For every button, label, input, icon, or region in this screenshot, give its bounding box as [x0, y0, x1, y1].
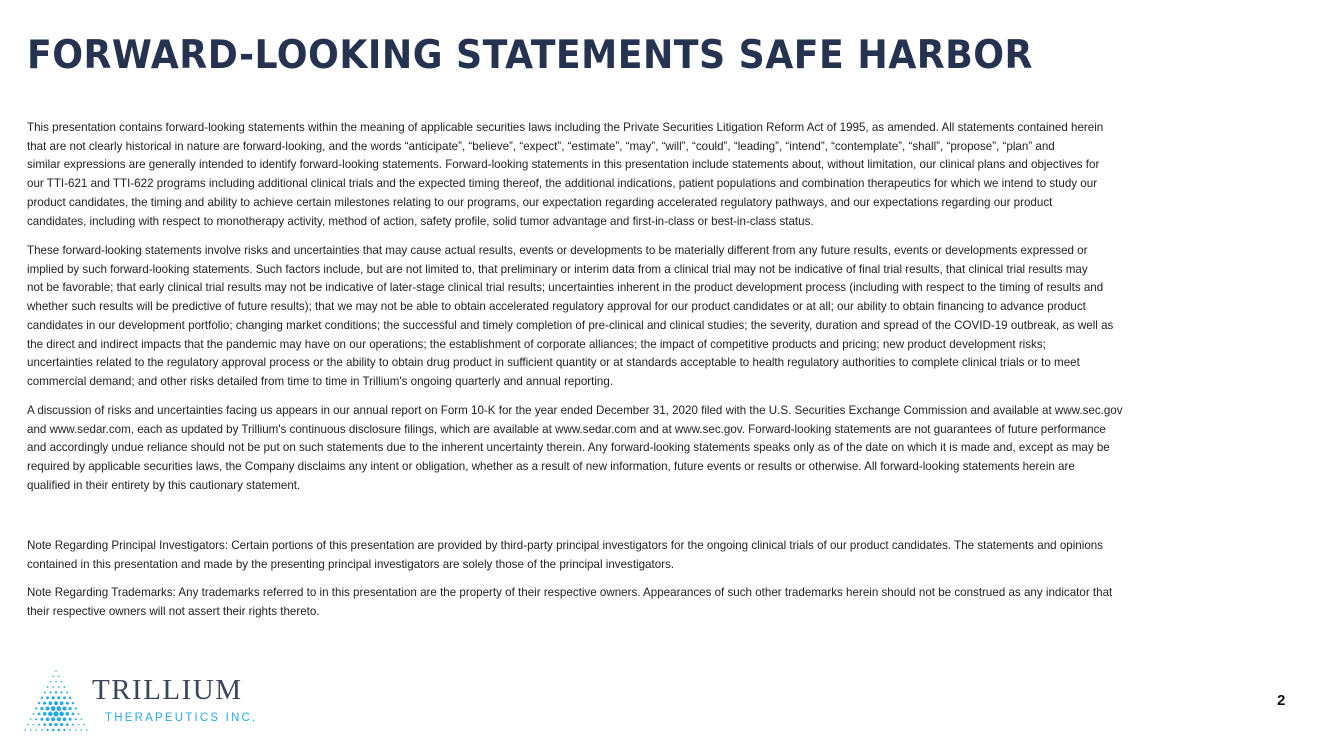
- logo-dot: [83, 724, 85, 726]
- logo-dot: [50, 681, 52, 683]
- trillium-logo: [22, 668, 262, 734]
- logo-dot: [66, 723, 69, 726]
- logo-dot: [52, 729, 55, 732]
- logo-dot: [57, 717, 61, 721]
- paragraph-discussion: [27, 402, 1123, 496]
- logo-dot: [78, 724, 80, 726]
- logo-dot: [78, 713, 80, 715]
- page-title: FORWARD-LOOKING STATEMENTS SAFE HARBOR: [27, 33, 1033, 78]
- logo-dot: [27, 724, 29, 726]
- text-line: their respective owners will not assert their rights thereto.: [27, 604, 320, 618]
- logo-dot: [75, 729, 77, 731]
- text-line: that are not clearly historical in nature are forward-looking, and the words “anticipate”, “believe”, “expect”, “estimate”, “may”, “will”, “could”, “leading”, “intend”, “contemplate”, “shall”, “propose”, “plan” and: [27, 139, 1055, 153]
- logo-dot: [81, 718, 83, 720]
- logo-dot: [35, 718, 37, 720]
- logo-dot: [46, 696, 49, 699]
- logo-dot: [43, 702, 46, 705]
- logo-dot: [52, 676, 54, 678]
- logo-dot: [43, 723, 46, 726]
- logo-dot: [48, 701, 52, 705]
- text-line: candidates, including with respect to monotherapy activity, method of action, safety profile, solid tumor advantage and first-in-class or best-in-class status.: [27, 214, 814, 228]
- logo-dot: [51, 706, 56, 711]
- text-line: Note Regarding Trademarks: Any trademarks referred to in this presentation are the property of their respective owners. Appearances of such other trademarks herein should not be construed as any indicator that: [27, 586, 1113, 599]
- logo-dot: [46, 729, 48, 731]
- logo-dot: [69, 729, 71, 731]
- logo-dot: [46, 707, 50, 711]
- logo-dot: [38, 713, 41, 716]
- text-line: and www.sedar.com, each as updated by Trillium's continuous disclosure filings, which are available at www.sedar.com and at www.sec.gov. Forward-looking statements are not guarantees of future performance: [27, 422, 1106, 436]
- logo-dot: [62, 707, 66, 711]
- text-line: These forward-looking statements involve risks and uncertainties that may cause actual results, events or developments to be materially different from any future results, events or developments expressed or: [27, 244, 1088, 257]
- logo-dot: [59, 712, 64, 717]
- paragraph-note-trademarks: [27, 584, 1112, 621]
- text-line: uncertainties related to the regulatory approval process or the ability to obtain drug product in sufficient quantity or at standards acceptable to health regulatory authorities to complete clinical trials or to meet: [27, 356, 1080, 370]
- text-line: qualified in their entirety by this cautionary statement.: [27, 478, 301, 492]
- logo-dot: [30, 718, 32, 720]
- text-line: candidates in our development portfolio; changing market conditions; the successful and timely completion of pre-clinical and clinical studies; the severity, duration and spread of the COVID-19 outbreak, as well as: [27, 318, 1114, 332]
- logo-dot: [47, 686, 49, 688]
- logo-dot: [41, 729, 43, 731]
- text-line: product candidates, the timing and ability to achieve certain milestones relating to our programs, our expectation regarding accelerated regulatory pathways, and our expectations regarding our product: [27, 195, 1053, 209]
- trillium-dots-icon: [22, 668, 90, 734]
- logo-dot: [55, 691, 57, 693]
- text-line: whether such results will be predictive of future results); that we may not be able to obtain accelerated regulatory approval for our product candidates or at all; our ability to obtain financing to advance product: [27, 300, 1086, 314]
- logo-dot: [72, 724, 74, 726]
- logo-dot: [60, 701, 64, 705]
- logo-dot: [35, 707, 37, 709]
- logo-dot: [35, 729, 37, 731]
- logo-dot: [40, 707, 43, 710]
- logo-dot: [63, 717, 67, 721]
- logo-dot: [66, 702, 69, 705]
- logo-dot: [57, 696, 60, 699]
- logo-dot: [63, 729, 65, 731]
- logo-dot: [52, 686, 54, 688]
- logo-subtitle: THERAPEUTICS INC.: [105, 712, 258, 724]
- logo-dot: [65, 712, 69, 716]
- logo-dot: [44, 692, 46, 694]
- logo-dot: [33, 724, 35, 726]
- logo-dot: [54, 701, 58, 705]
- logo-dot: [64, 686, 66, 688]
- logo-dot: [24, 729, 26, 731]
- text-line: similar expressions are generally intended to identify forward-looking statements. Forward-looking statements in this presentation include statements about, without limitation, our clinical plans and objectives for: [27, 158, 1100, 172]
- text-line: This presentation contains forward-looking statements within the meaning of applicable securities laws including the Private Securities Litigation Reform Act of 1995, as amended. All statements contained herein: [27, 121, 1104, 134]
- logo-dot: [75, 718, 77, 720]
- logo-dot: [72, 702, 74, 704]
- logo-dot: [75, 707, 77, 709]
- logo-dot: [48, 712, 53, 717]
- logo-dot: [61, 691, 63, 693]
- logo-dot: [56, 706, 61, 711]
- logo-dot: [54, 723, 57, 726]
- logo-dot: [58, 686, 60, 688]
- logo-dot: [81, 729, 83, 731]
- logo-dot: [69, 697, 71, 699]
- logo-dot: [51, 717, 55, 721]
- logo-dot: [69, 718, 72, 721]
- paragraph-risks: [27, 242, 1113, 392]
- text-line: not be favorable; that early clinical trial results may not be indicative of later-stage clinical trial results; uncertainties inherent in the product development process (including with respect to the timing of results and: [27, 281, 1104, 295]
- logo-dot: [66, 692, 68, 694]
- logo-dot: [52, 696, 55, 699]
- logo-dot: [72, 713, 75, 716]
- logo-dot: [38, 702, 40, 704]
- logo-dot: [41, 697, 43, 699]
- logo-dot: [61, 681, 63, 683]
- logo-dot: [49, 723, 52, 726]
- paragraph-forward-looking: [27, 119, 1103, 231]
- logo-dot: [33, 713, 35, 715]
- logo-name: TRILLIUM: [92, 674, 243, 706]
- text-line: commercial demand; and other risks detailed from time to time in Trillium's ongoing quarterly and annual reporting.: [27, 374, 614, 388]
- logo-dot: [43, 712, 47, 716]
- page-number: 2: [1277, 692, 1286, 709]
- logo-dot: [58, 729, 61, 732]
- logo-dot: [38, 724, 40, 726]
- logo-dot: [30, 729, 32, 731]
- text-line: and accordingly undue reliance should not be put on such statements due to the inherent uncertainty therein. Any forward-looking statements speaks only as of the date on which it is made and, except as may be: [27, 441, 1110, 455]
- logo-dot: [40, 718, 43, 721]
- logo-dot: [55, 670, 57, 672]
- logo-dot: [63, 696, 66, 699]
- logo-dot: [53, 711, 58, 716]
- logo-dot: [68, 707, 71, 710]
- text-line: contained in this presentation and made by the presenting principal investigators are solely those of the principal investigators.: [27, 557, 675, 571]
- logo-dot: [86, 729, 88, 731]
- text-line: A discussion of risks and uncertainties facing us appears in our annual report on Form 10-K for the year ended December 31, 2020 filed with the U.S. Securities Exchange Commission and available at www.sec.gov: [27, 404, 1123, 417]
- text-line: Note Regarding Principal Investigators: Certain portions of this presentation are provided by third-party principal investigators for the ongoing clinical trials of our product candidates. The statements and opinions: [27, 539, 1104, 552]
- text-line: our TTI-621 and TTI-622 programs including additional clinical trials and the expected timing thereof, the additional indications, patient populations and combination therapeutics for which we intend to study our: [27, 177, 1098, 191]
- logo-dot: [55, 681, 57, 683]
- logo-dot: [58, 676, 60, 678]
- logo-dot: [49, 691, 51, 693]
- paragraph-note-investigators: [27, 537, 1103, 574]
- text-line: implied by such forward-looking statements. Such factors include, but are not limited to, that preliminary or interim data from a clinical trial may not be indicative of final trial results, that clinical trial results may: [27, 262, 1088, 276]
- text-line: required by applicable securities laws, the Company disclaims any intent or obligation, whether as a result of new information, future events or results or otherwise. All forward-looking statements herein are: [27, 460, 1075, 474]
- logo-dot: [46, 717, 50, 721]
- logo-dot: [60, 723, 63, 726]
- text-line: the direct and indirect impacts that the pandemic may have on our operations; the establishment of corporate alliances; the impact of competitive products and pricing; new product development risks;: [27, 337, 1046, 351]
